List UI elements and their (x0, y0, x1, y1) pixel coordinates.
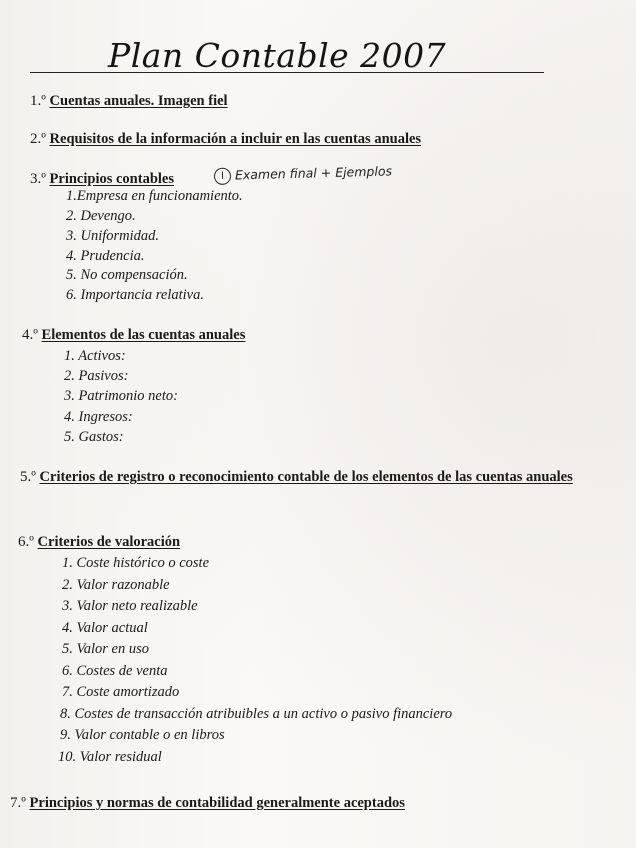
list-item: 5. Valor en uso (62, 641, 149, 657)
list-item: 9. Valor contable o en libros (60, 727, 225, 743)
list-item: 3. Patrimonio neto: (64, 388, 178, 404)
list-item: 4. Prudencia. (66, 248, 145, 264)
list-item: 3. Uniformidad. (66, 228, 160, 244)
list-item: 4. Ingresos: (64, 409, 133, 425)
list-item: 7. Coste amortizado (62, 684, 180, 700)
list-item: 6. Importancia relativa. (66, 287, 204, 303)
section-4-heading (22, 327, 245, 344)
section-7-heading (10, 795, 405, 812)
list-item: 1. Coste histórico o coste (62, 555, 210, 571)
list-item: 2. Devengo. (66, 208, 136, 224)
section-1-heading (30, 93, 228, 110)
section-7-title: Principios y normas de contabilidad generalmente aceptados (29, 795, 405, 811)
section-4-number: 4.º (22, 327, 38, 343)
section-7-number: 7.º (10, 795, 26, 811)
document-title: Plan Contable 2007 (108, 36, 447, 75)
list-item: 2. Pasivos: (64, 368, 129, 384)
handwritten-note (214, 163, 392, 185)
section-5-number: 5.º (20, 469, 36, 485)
section-4-title: Elementos de las cuentas anuales (41, 327, 246, 343)
list-item: 3. Valor neto realizable (62, 598, 198, 614)
list-item: 6. Costes de venta (62, 663, 168, 679)
title-underline (30, 72, 544, 73)
section-6-number: 6.º (18, 534, 34, 550)
list-item: 10. Valor residual (58, 749, 162, 765)
section-3-heading (30, 171, 174, 188)
list-item: 5. No compensación. (66, 267, 188, 283)
section-3-number: 3.º (30, 171, 46, 187)
section-6-title: Criterios de valoración (37, 534, 181, 550)
list-item: 2. Valor razonable (62, 577, 170, 593)
section-5-heading (20, 467, 580, 487)
section-1-title: Cuentas anuales. Imagen fiel (49, 93, 228, 109)
section-5-title: Criterios de registro o reconocimiento contable de los elementos de las cuentas anuales (39, 469, 573, 485)
section-6-heading (18, 534, 180, 551)
circled-symbol: I (214, 168, 231, 185)
list-item: 1. Activos: (64, 348, 126, 364)
section-2-number: 2.º (30, 131, 46, 147)
handwritten-note-text: Examen final + Ejemplos (234, 163, 393, 183)
section-3-title: Principios contables (49, 171, 174, 187)
section-1-number: 1.º (30, 93, 46, 109)
section-2-title: Requisitos de la información a incluir en las cuentas anuales (49, 131, 422, 147)
section-2-heading (30, 131, 421, 148)
list-item: 4. Valor actual (62, 620, 148, 636)
list-item: 5. Gastos: (64, 429, 124, 445)
list-item: 8. Costes de transacción atribuibles a un activo o pasivo financiero (60, 706, 453, 722)
list-item: 1.Empresa en funcionamiento. (66, 188, 243, 204)
